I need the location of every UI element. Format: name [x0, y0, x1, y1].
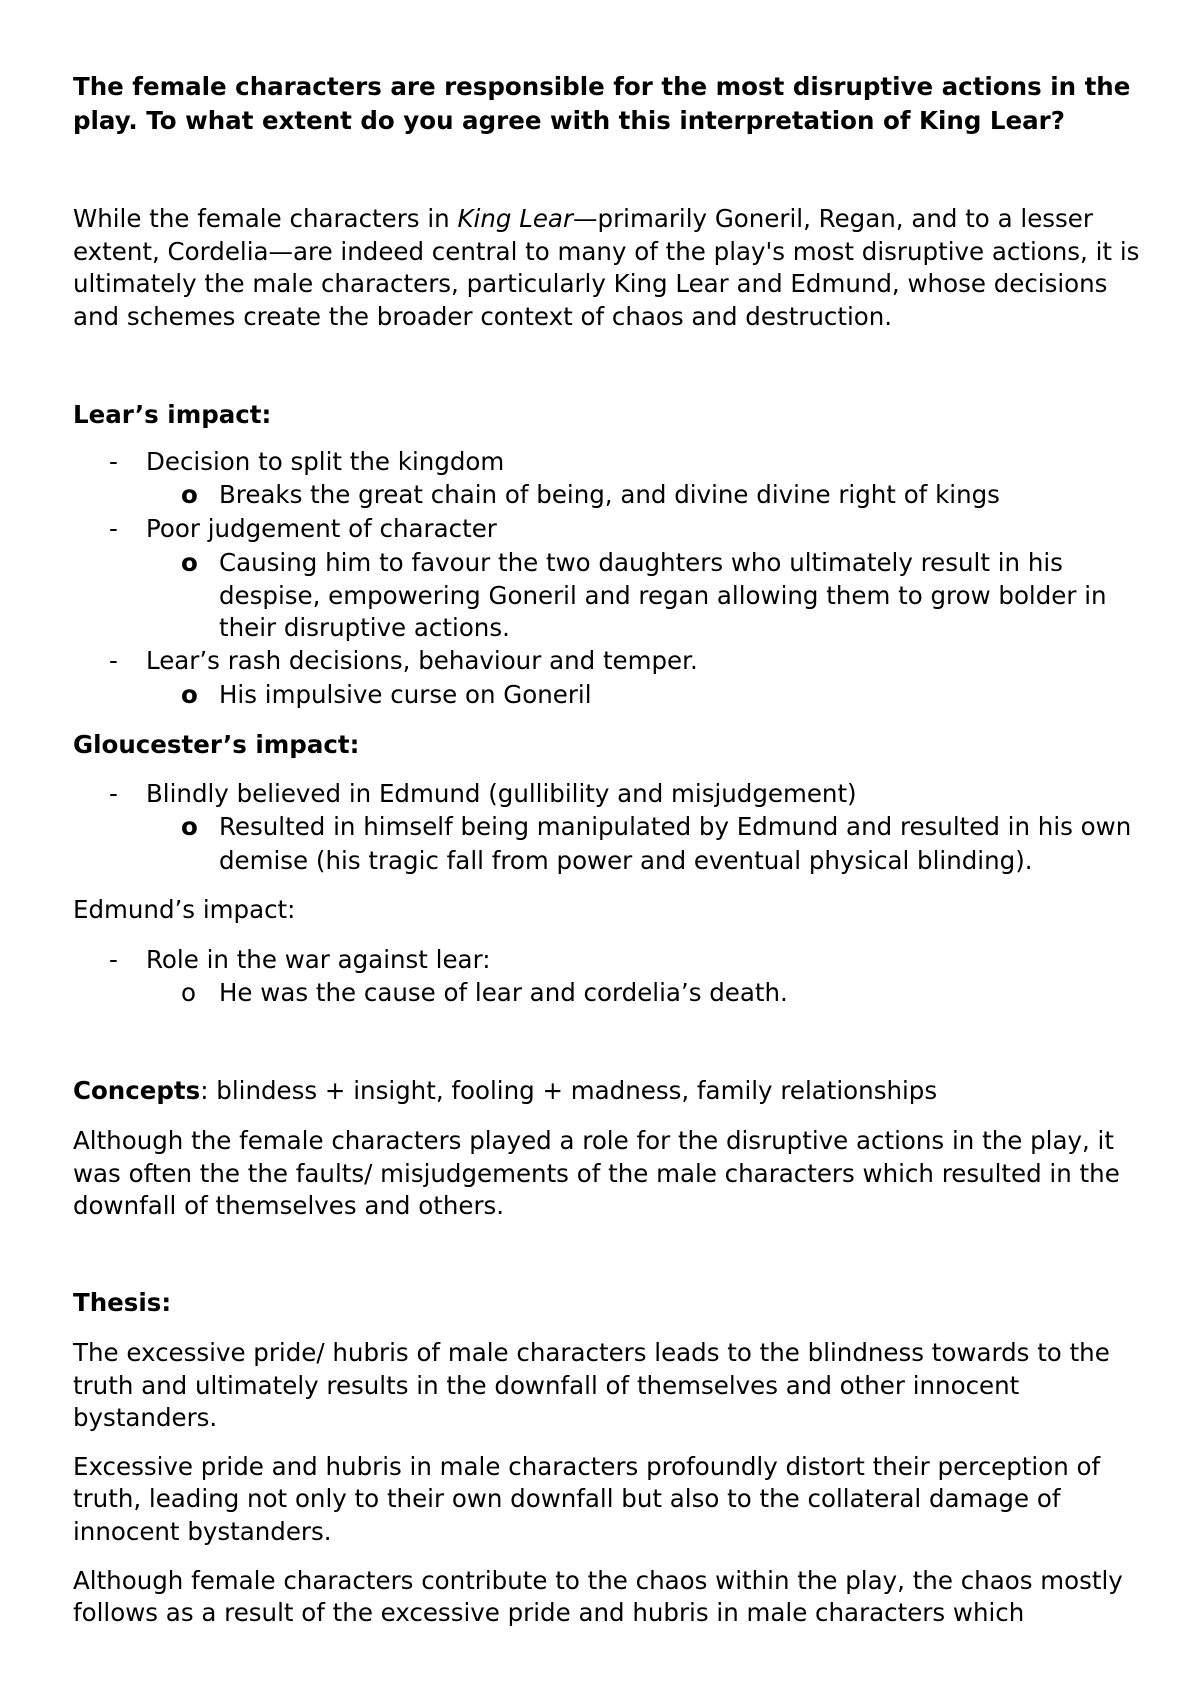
gloucester-impact-heading: Gloucester’s impact:: [73, 730, 360, 759]
thesis-p1-line-3: bystanders.: [73, 1403, 218, 1432]
thesis-p1-line-2: truth and ultimately results in the downfall of themselves and other innocent: [73, 1371, 1020, 1400]
thesis-p2-line-1: Excessive pride and hubris in male characters profoundly distort their perception of: [73, 1452, 1101, 1481]
sub-bullet: o: [181, 978, 196, 1007]
intro-line-4: and schemes create the broader context of chaos and destruction.: [73, 302, 893, 331]
lear-item-rash-decisions: Lear’s rash decisions, behaviour and temper.: [146, 646, 698, 675]
sub-bullet: o: [181, 480, 198, 509]
lear-item-poor-judgement: Poor judgement of character: [146, 514, 497, 543]
thesis-p2-line-3: innocent bystanders.: [73, 1517, 332, 1546]
list-dash: -: [109, 779, 118, 808]
edmund-impact-heading: Edmund’s impact:: [73, 895, 296, 924]
list-dash: -: [109, 514, 118, 543]
question-title-line-2: play. To what extent do you agree with this interpretation of King Lear?: [73, 106, 1065, 135]
thesis-heading: Thesis:: [73, 1288, 172, 1317]
concepts-text: : blindess + insight, fooling + madness, family relationships: [200, 1076, 938, 1105]
summary-line-1: Although the female characters played a role for the disruptive actions in the play, it: [73, 1126, 1114, 1155]
lear-subitem-favour-line-3: their disruptive actions.: [219, 613, 510, 642]
concepts-label: Concepts: [73, 1076, 201, 1105]
lear-item-split-kingdom: Decision to split the kingdom: [146, 447, 505, 476]
thesis-p3-line-2: follows as a result of the excessive pride and hubris in male characters which: [73, 1598, 1025, 1627]
lear-impact-heading: Lear’s impact:: [73, 400, 272, 429]
lear-subitem-curse: His impulsive curse on Goneril: [219, 680, 592, 709]
edmund-subitem-cause-of-death: He was the cause of lear and cordelia’s death.: [219, 978, 788, 1007]
sub-bullet: o: [181, 812, 198, 841]
gloucester-subitem-line-2: demise (his tragic fall from power and eventual physical blinding).: [219, 846, 1033, 875]
summary-line-3: downfall of themselves and others.: [73, 1191, 505, 1220]
list-dash: -: [109, 646, 118, 675]
lear-subitem-chain-of-being: Breaks the great chain of being, and divine divine right of kings: [219, 480, 1000, 509]
thesis-p1-line-1: The excessive pride/ hubris of male characters leads to the blindness towards to the: [73, 1338, 1110, 1367]
concepts-line: [73, 1074, 937, 1107]
lear-subitem-favour-line-2: despise, empowering Goneril and regan allowing them to grow bolder in: [219, 581, 1107, 610]
intro-line-3: ultimately the male characters, particularly King Lear and Edmund, whose decisions: [73, 269, 1108, 298]
summary-line-2: was often the the faults/ misjudgements of the male characters which resulted in the: [73, 1159, 1120, 1188]
lear-subitem-favour-line-1: Causing him to favour the two daughters who ultimately result in his: [219, 548, 1063, 577]
edmund-item-war: Role in the war against lear:: [146, 945, 491, 974]
intro-line-1: [73, 202, 1093, 235]
intro-line-1-pre: While the female characters in: [73, 204, 458, 233]
question-title-line-1: The female characters are responsible for the most disruptive actions in the: [73, 72, 1131, 101]
thesis-p3-line-1: Although female characters contribute to the chaos within the play, the chaos mostly: [73, 1566, 1123, 1595]
list-dash: -: [109, 945, 118, 974]
intro-line-1-post: —primarily Goneril, Regan, and to a lesser: [573, 204, 1093, 233]
intro-line-2: extent, Cordelia—are indeed central to many of the play's most disruptive actions, it is: [73, 237, 1140, 266]
sub-bullet: o: [181, 680, 198, 709]
sub-bullet: o: [181, 548, 198, 577]
thesis-p2-line-2: truth, leading not only to their own downfall but also to the collateral damage of: [73, 1484, 1061, 1513]
gloucester-item-believed-edmund: Blindly believed in Edmund (gullibility and misjudgement): [146, 779, 857, 808]
list-dash: -: [109, 447, 118, 476]
play-title-italic: King Lear: [457, 204, 574, 233]
gloucester-subitem-line-1: Resulted in himself being manipulated by Edmund and resulted in his own: [219, 812, 1132, 841]
